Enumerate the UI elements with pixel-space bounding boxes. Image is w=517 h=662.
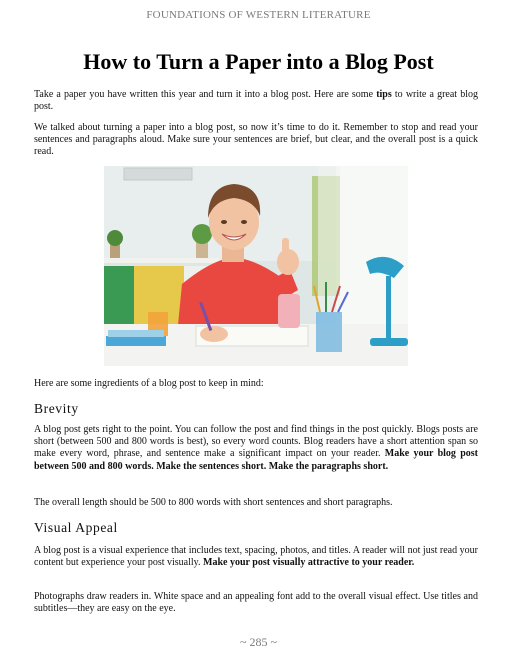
intro-text-a: Take a paper you have written this year and turn it into a blog post. Here are some	[34, 89, 377, 100]
boy-thumbs-up-photo	[104, 166, 408, 366]
visual-paragraph-2: Photographs draw readers in. White space and an appealing font add to the overall visual effect. Use titles and subtitles—they are easy on the eye.	[34, 591, 478, 615]
page-number: ~ 285 ~	[240, 635, 277, 649]
brevity-paragraph-1	[34, 424, 478, 473]
page-title: How to Turn a Paper into a Blog Post	[83, 49, 434, 74]
brevity-text: A blog post gets right to the point. You can follow the post and find things in the post quickly. Blogs posts are short (between 500 and 800 words is best), so every word counts. Blog readers have a short attention span so make every word, phrase, and sentence make a significant impact on your reader.	[34, 424, 478, 460]
heading-visual-appeal: Visual Appeal	[34, 520, 118, 535]
intro-paragraph-2: We talked about turning a paper into a blog post, so now it’s time to do it. Remember to stop and read your sentences and paragraphs aloud. Make sure your sentences are brief, but clear, and the overall post is a quick read.	[34, 122, 478, 158]
visual-emphasis: Make your post visually attractive to your reader.	[203, 557, 415, 569]
running-header: FOUNDATIONS OF WESTERN LITERATURE	[146, 9, 371, 21]
visual-text: A blog post is a visual experience that includes text, spacing, photos, and titles. A reader will not just read your content but experience your post visually.	[34, 545, 478, 569]
intro-text-b: to write a great blog post.	[34, 89, 478, 113]
ingredients-intro: Here are some ingredients of a blog post to keep in mind:	[34, 378, 264, 389]
heading-brevity: Brevity	[34, 401, 79, 416]
brevity-emphasis: Make your blog post between 500 and 800 words. Make the sentences short. Make the paragraphs short.	[34, 448, 478, 472]
intro-paragraph-1	[34, 89, 478, 113]
tips-emphasis: tips	[376, 89, 392, 100]
visual-paragraph-1	[34, 545, 478, 569]
brevity-paragraph-2: The overall length should be 500 to 800 words with short sentences and short paragraphs.	[34, 497, 393, 508]
